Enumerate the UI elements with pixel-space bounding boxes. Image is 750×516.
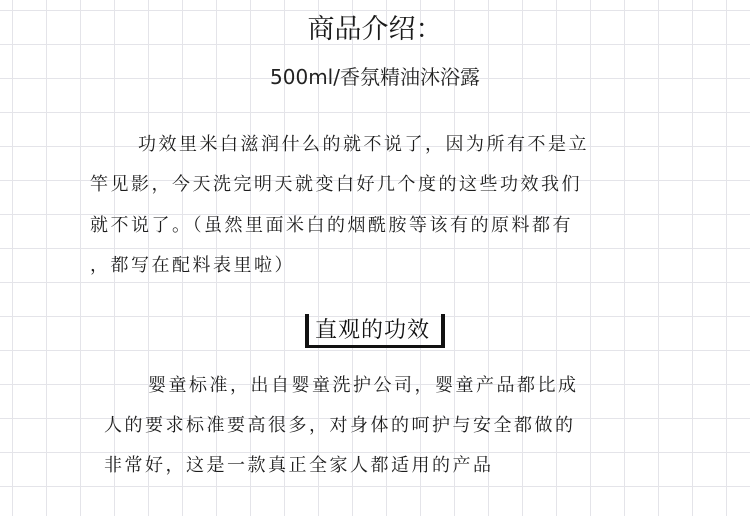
section-line-1: 婴童标准，出自婴童洗护公司，婴童产品都比成 — [148, 375, 579, 396]
heading-underline — [305, 345, 445, 348]
intro-line-2: 竿见影，今天洗完明天就变白好几个度的这些功效我们 — [90, 174, 582, 195]
product-subtitle: 500ml/香氛精油沐浴露 — [270, 65, 480, 89]
heading-text: 直观的功效 — [315, 318, 431, 343]
product-intro-title: 商品介绍： — [307, 14, 443, 45]
intro-line-4: ，都写在配料表里啦） — [90, 255, 295, 276]
intro-line-1: 功效里米白滋润什么的就不说了，因为所有不是立 — [138, 134, 589, 155]
heading-right-bar — [441, 314, 445, 348]
section-line-3: 非常好，这是一款真正全家人都适用的产品 — [104, 455, 494, 476]
section-line-2: 人的要求标准要高很多，对身体的呵护与安全都做的 — [104, 415, 576, 436]
intro-line-3: 就不说了。（虽然里面米白的烟酰胺等该有的原料都有 — [90, 215, 573, 236]
heading-left-bar — [305, 314, 309, 348]
section-heading — [305, 314, 445, 348]
